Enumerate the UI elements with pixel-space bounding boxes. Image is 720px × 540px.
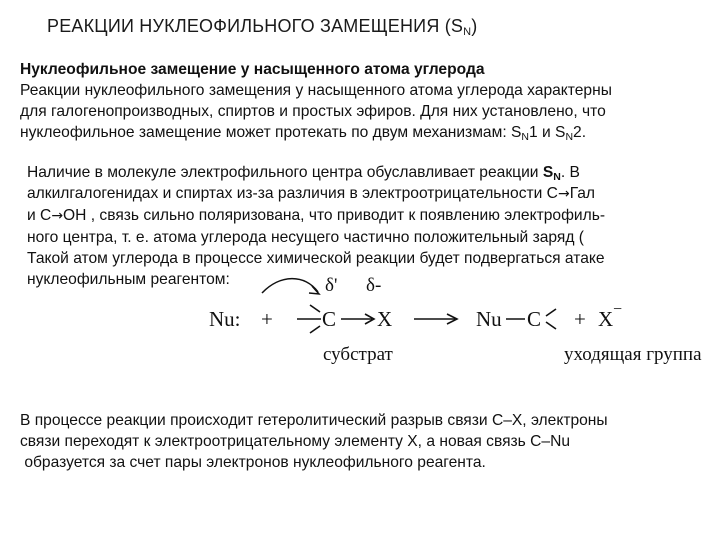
nucleophile: Nu: bbox=[209, 307, 241, 331]
attack-arrow-icon bbox=[262, 279, 318, 293]
explanation-line: и C→OH , связь сильно поляризована, что приводит к появлению электрофиль- bbox=[27, 207, 606, 224]
delta-plus: δ' bbox=[325, 275, 338, 296]
explanation-line: Такой атом углерода в процессе химической реакции будет подвергаться атаке bbox=[27, 250, 605, 267]
plus-sign: + bbox=[261, 307, 273, 331]
explanation-line: Наличие в молекуле электрофильного центра обуславливает реакции $S_N$. В bbox=[27, 164, 580, 183]
leaving-atom: X bbox=[377, 307, 393, 331]
conclusion-paragraph bbox=[20, 410, 608, 473]
delta-minus: δ- bbox=[366, 275, 382, 296]
plus-sign: + bbox=[574, 307, 586, 331]
product-carbon: C bbox=[527, 307, 542, 331]
arrow-right-icon: → bbox=[51, 208, 64, 224]
substrate-carbon: C bbox=[322, 307, 337, 331]
product-nucleophile: Nu bbox=[476, 307, 502, 331]
slide-title: РЕАКЦИИ НУКЛЕОФИЛЬНОГО ЗАМЕЩЕНИЯ $(S_N)$ bbox=[47, 16, 478, 38]
explanation-line: алкилгалогенидах и спиртах из-за различия в электроотрицательности C→Гал bbox=[27, 185, 596, 202]
explanation-line: нуклеофильным реагентом: bbox=[27, 271, 230, 288]
conclusion-line: связи переходят к электроотрицательному элементу Х, а новая связь С–Nu bbox=[20, 433, 570, 450]
conclusion-line: образуется за счет пары электронов нуклеофильного реагента. bbox=[20, 454, 486, 471]
anion-charge: − bbox=[613, 301, 623, 318]
conclusion-line: В процессе реакции происходит гетеролитический разрыв связи С–Х, электроны bbox=[20, 412, 608, 429]
arrow-right-icon: → bbox=[557, 186, 570, 202]
intro-line: нуклеофильное замещение может протекать по двум механизмам: $S_N1$ и $S_N2$. bbox=[20, 124, 587, 143]
intro-heading: Нуклеофильное замещение у насыщенного атома углерода bbox=[20, 61, 485, 78]
explanation-line: ного центра, т. е. атома углерода несущего частично положительный заряд ( bbox=[27, 229, 584, 246]
intro-line: Реакции нуклеофильного замещения у насыщенного атома углерода характерны bbox=[20, 82, 612, 99]
leaving-anion: X bbox=[598, 307, 614, 331]
leaving-group-label: уходящая группа bbox=[564, 344, 702, 365]
substrate-label: субстрат bbox=[323, 344, 393, 365]
intro-line: для галогенопроизводных, спиртов и простых эфиров. Для них установлено, что bbox=[20, 103, 606, 120]
